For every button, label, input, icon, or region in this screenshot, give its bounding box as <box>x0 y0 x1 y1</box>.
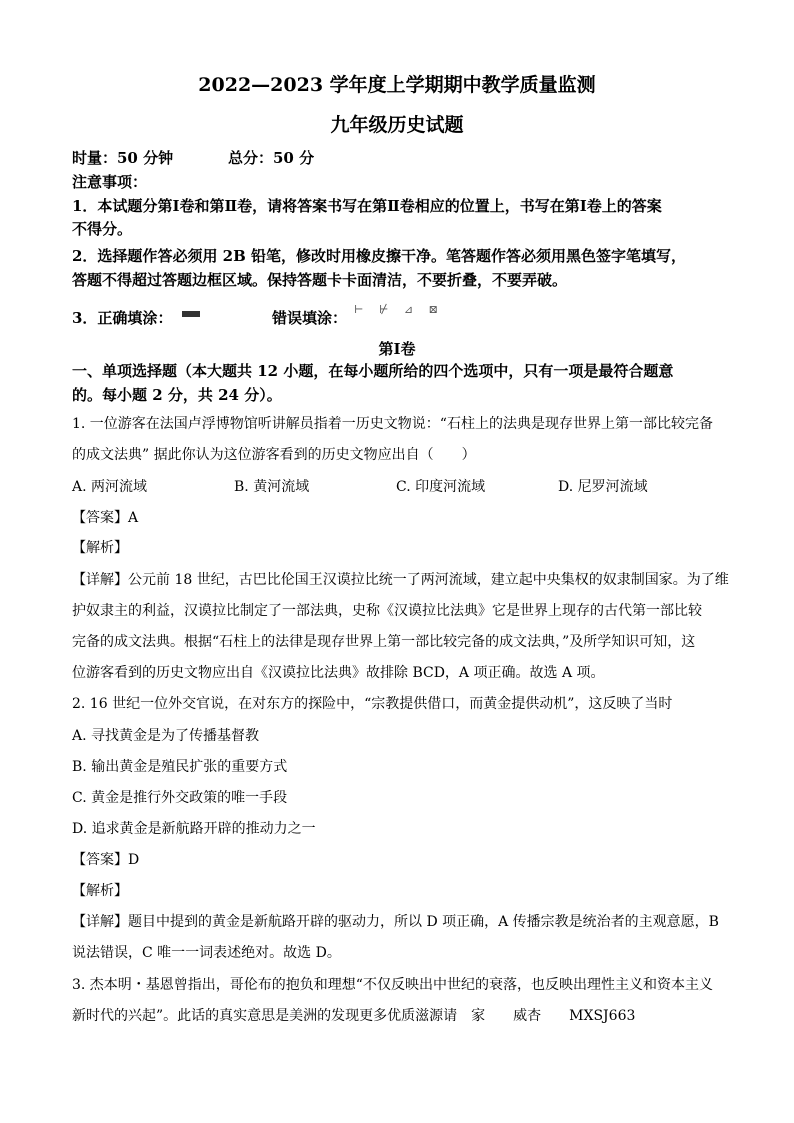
q1-option-a: A. 两河流域 <box>72 479 148 495</box>
q1-option-b: B. 黄河流域 <box>234 479 310 495</box>
q1-detail-line-2: 护奴隶主的利益，汉谟拉比制定了一部法典，史称《汉谟拉比法典》它是世界上现存的古代第一部比较 <box>72 603 702 619</box>
notice-item-3-wrong: 错误填涂： <box>272 309 348 327</box>
page-title: 2022—2023 学年度上学期期中教学质量监测 <box>198 74 596 96</box>
wrong-fill-marks: ⊢ ⊬ ⊿ ⊠ <box>354 303 444 316</box>
q2-option-a: A. 寻找黄金是为了传播基督教 <box>72 728 260 744</box>
notice-item-2-line-2: 答题不得超过答题边框区域。保持答题卡卡面清洁，不要折叠，不要弄破。 <box>72 271 568 289</box>
q2-answer: 【答案】D <box>72 852 140 868</box>
volume-heading: 第Ⅰ卷 <box>378 340 416 358</box>
q3-stem-line-2: 新时代的兴起”。此话的真实意思是美洲的发现更多优质滋源请 家 威杏 MXSJ663 <box>72 1008 636 1024</box>
notice-item-3-correct: 3．正确填涂： <box>72 309 173 327</box>
q1-stem-line-2: 的成文法典” 据此你认为这位游客看到的历史文物应出自（ ） <box>72 447 476 463</box>
part1-heading-line-2: 的。每小题 2 分，共 24 分）。 <box>72 386 282 404</box>
q1-detail-line-3: 完备的成文法典。根据“石柱上的法律是现存世界上第一部比较完备的成文法典，”及所学知识可知，这 <box>72 634 696 650</box>
q1-detail-line-1: 【详解】公元前 18 世纪，古巴比伦国王汉谟拉比统一了两河流域，建立起中央集权的奴隶制国家。为了维 <box>72 572 729 588</box>
q2-detail-line-1: 【详解】题目中提到的黄金是新航路开辟的驱动力，所以 D 项正确，A 传播宗教是统治者的主观意愿，B <box>72 914 719 930</box>
q2-analysis-label: 【解析】 <box>72 883 128 899</box>
q1-analysis-label: 【解析】 <box>72 540 128 556</box>
part1-heading-line-1: 一、单项选择题（本大题共 12 小题，在每小题所给的四个选项中，只有一项是最符合题意 <box>72 362 674 380</box>
notice-heading: 注意事项： <box>72 173 148 191</box>
q1-detail-line-4: 位游客看到的历史文物应出自《汉谟拉比法典》故排除 BCD，A 项正确。故选 A 项。 <box>72 665 605 681</box>
q1-option-c: C. 印度河流域 <box>396 479 486 495</box>
exam-score: 总分：50 分 <box>228 149 315 167</box>
q3-stem-line-1: 3. 杰本明・基恩曾指出，哥伦布的抱负和理想“不仅反映出中世纪的衰落，也反映出理性主义和资本主义 <box>72 977 713 993</box>
q1-option-d: D. 尼罗河流域 <box>558 479 648 495</box>
q2-option-b: B. 输出黄金是殖民扩张的重要方式 <box>72 759 288 775</box>
q2-option-d: D. 追求黄金是新航路开辟的推动力之一 <box>72 821 316 837</box>
q1-answer: 【答案】A <box>72 510 139 526</box>
notice-item-2-line-1: 2．选择题作答必须用 2B 铅笔，修改时用橡皮擦干净。笔答题作答必须用黑色签字笔填写， <box>72 247 687 265</box>
q1-stem-line-1: 1. 一位游客在法国卢浮博物馆听讲解员指着一历史文物说：“石柱上的法典是现存世界上第一部比较完备 <box>72 416 713 432</box>
q2-stem: 2. 16 世纪一位外交官说，在对东方的探险中，“宗教提供借口，而黄金提供动机”，这反映了当时 <box>72 696 673 712</box>
exam-time: 时量：50 分钟 <box>72 149 174 167</box>
notice-item-1-line-2: 不得分。 <box>72 220 133 238</box>
correct-fill-mark <box>182 311 200 317</box>
notice-item-1-line-1: 1．本试题分第Ⅰ卷和第Ⅱ卷，请将答案书写在第Ⅱ卷相应的位置上，书写在第Ⅰ卷上的答案 <box>72 197 662 215</box>
q2-detail-line-2: 说法错误，C 唯一一词表述绝对。故选 D。 <box>72 945 341 961</box>
q2-option-c: C. 黄金是推行外交政策的唯一手段 <box>72 790 288 806</box>
page-subtitle: 九年级历史试题 <box>330 114 464 136</box>
